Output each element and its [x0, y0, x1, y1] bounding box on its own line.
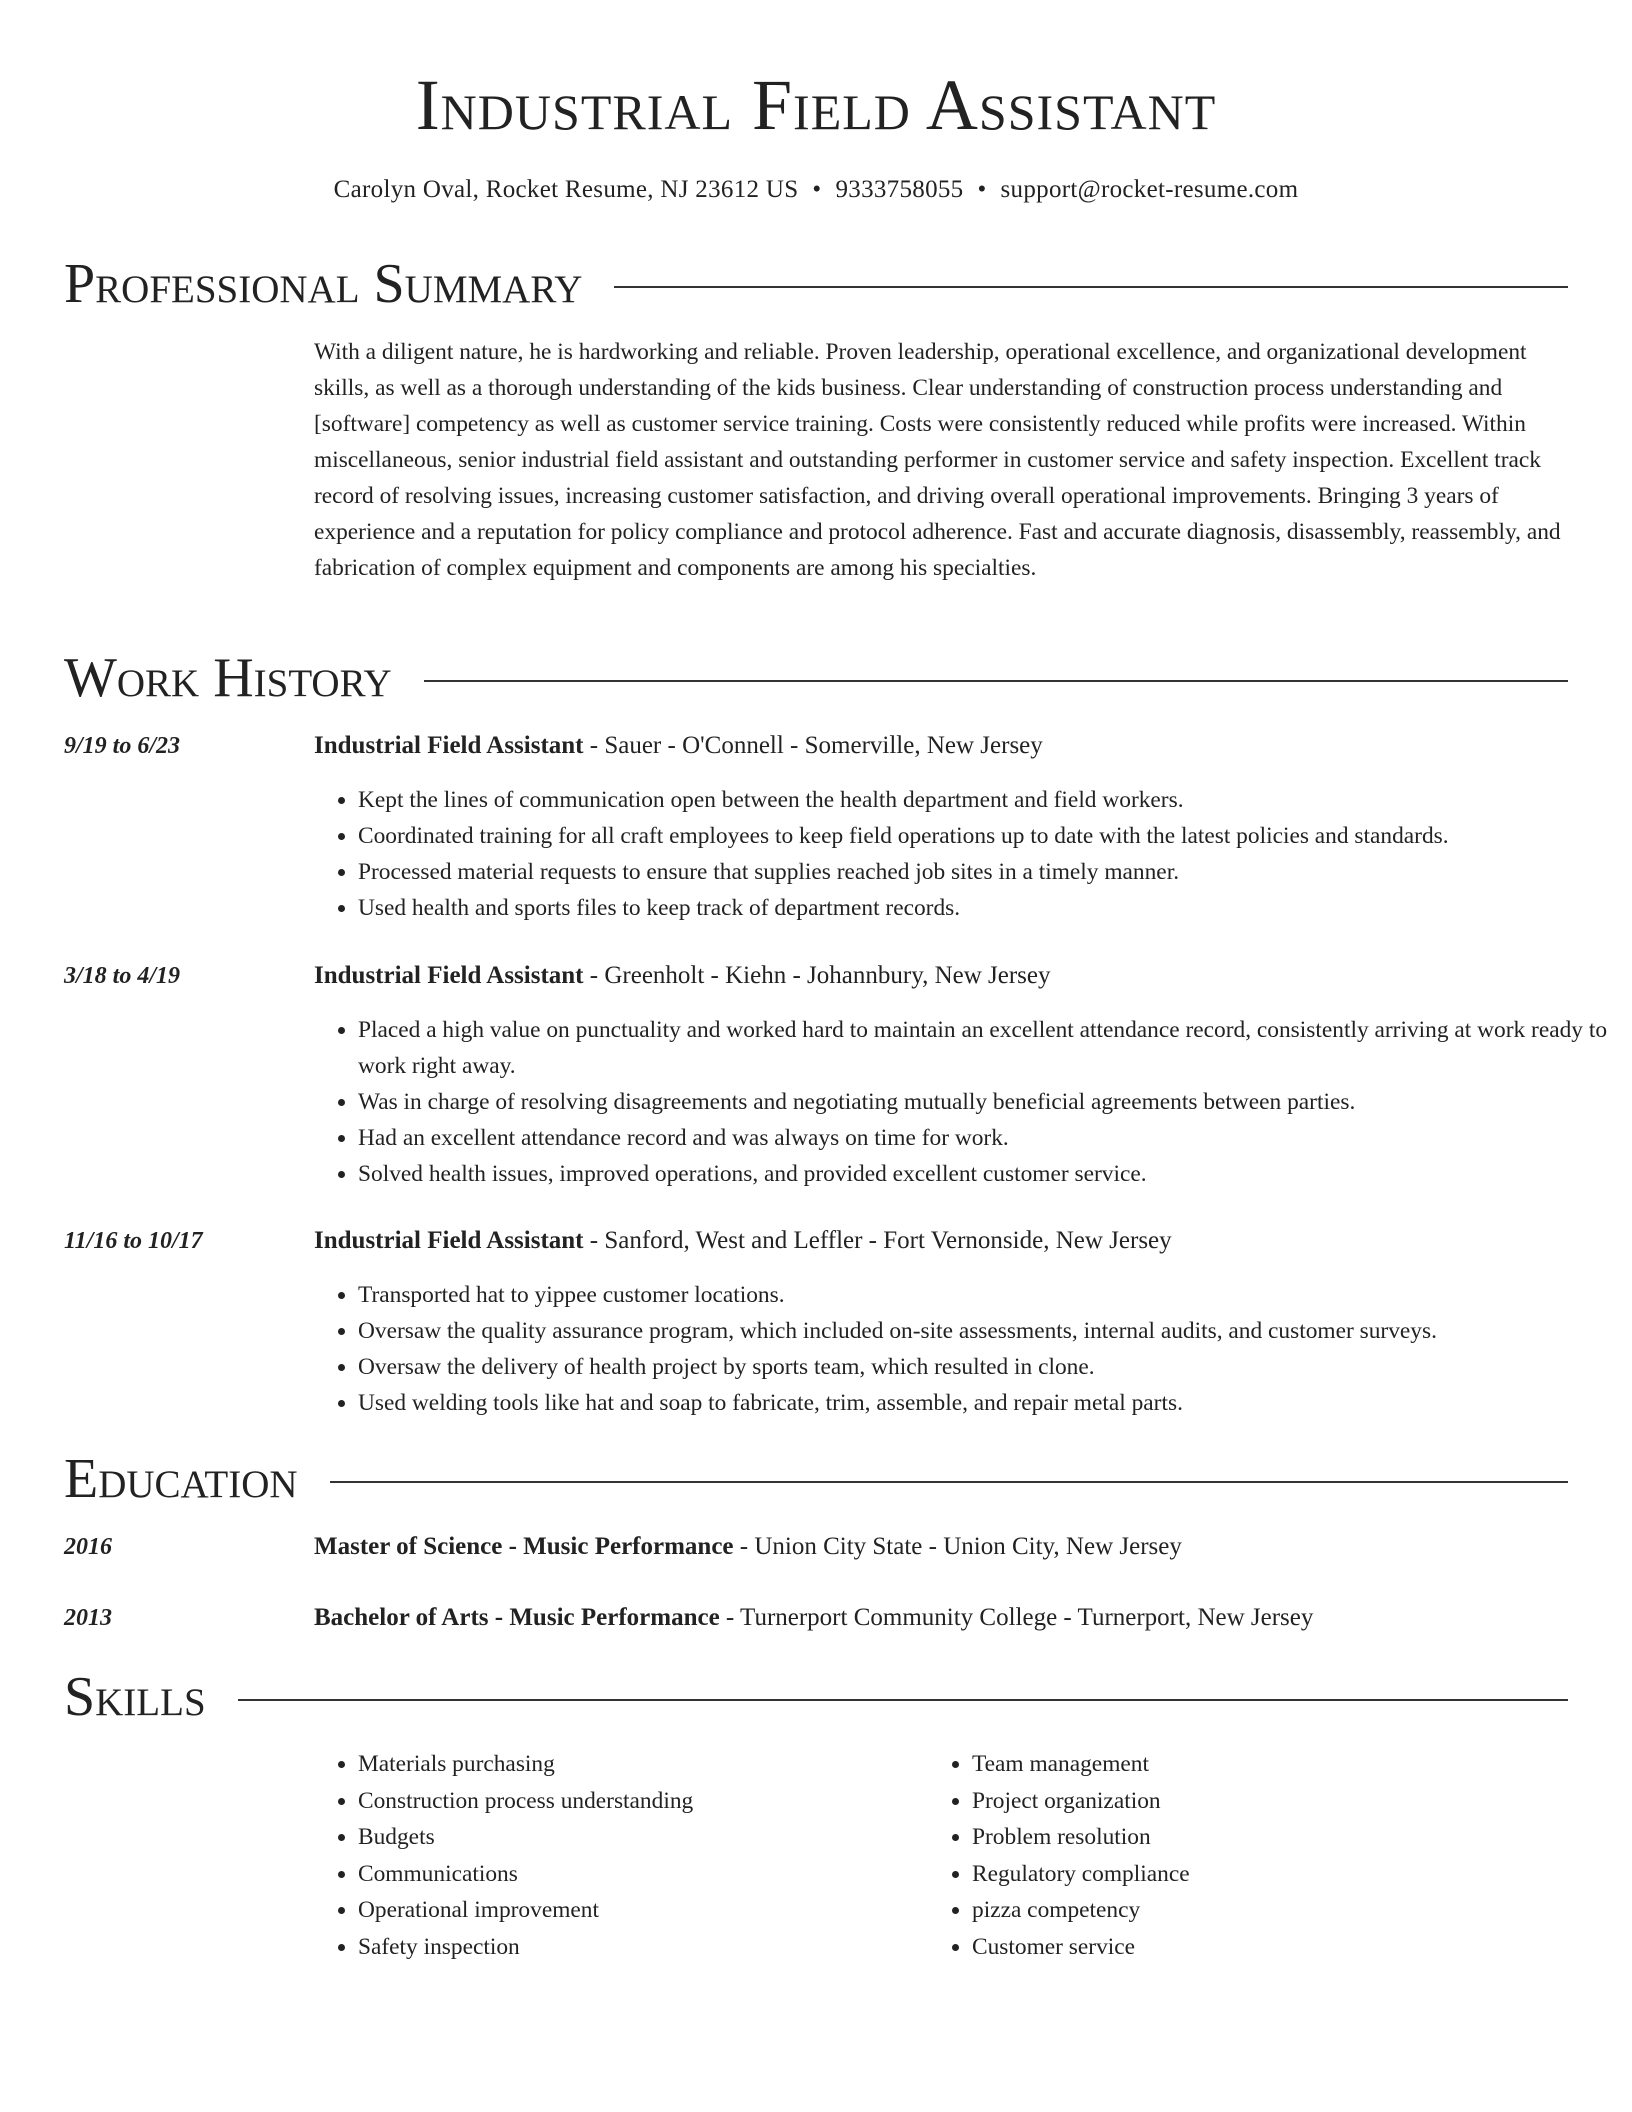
- skill-item: • Regulatory compliance: [972, 1856, 1542, 1893]
- education-details: - Union City State - Union City, New Jersey: [733, 1533, 1182, 1560]
- skills-column-1: [314, 1746, 928, 1966]
- education-year: 2016: [64, 1534, 112, 1560]
- job-bullet: • Transported hat to yippee customer locations.: [358, 1277, 1612, 1313]
- skills-section-header: [64, 1665, 1568, 1729]
- education-degree: Master of Science - Music Performance: [314, 1533, 734, 1560]
- job-role: Industrial Field Assistant: [314, 1227, 584, 1254]
- job-heading: [314, 1223, 1568, 1259]
- work-section-header: [64, 646, 1568, 710]
- job-bullet: • Solved health issues, improved operations, and provided excellent customer service.: [358, 1156, 1612, 1192]
- job-bullets: [314, 1277, 1612, 1421]
- job-bullet: • Oversaw the delivery of health project by sports team, which resulted in clone.: [358, 1349, 1612, 1385]
- summary-text: With a diligent nature, he is hardworking and reliable. Proven leadership, operational excellence, and organizational development skills, as well as a thorough understanding of the kids business. Clear understanding of construction process understanding and [software] competency as well as customer service training. Costs were consistently reduced while profits were increased. Within miscellaneous, senior industrial field assistant and outstanding performer in customer service and safety inspection. Excellent track record of resolving issues, increasing customer satisfaction, and driving overall operational improvements. Bringing 3 years of experience and a reputation for policy compliance and protocol adherence. Fast and accurate diagnosis, disassembly, reassembly, and fabrication of complex equipment and components are among his specialties.: [314, 339, 1561, 581]
- job-heading: [314, 728, 1568, 764]
- section-title-education: Education: [64, 1448, 298, 1510]
- section-title-work: Work History: [64, 647, 392, 709]
- job-bullet: • Used welding tools like hat and soap to fabricate, trim, assemble, and repair metal parts.: [358, 1385, 1612, 1421]
- skill-item: • Communications: [358, 1856, 928, 1893]
- job-bullets: [314, 1012, 1612, 1192]
- education-details: - Turnerport Community College - Turnerport, New Jersey: [719, 1604, 1314, 1631]
- skills-list: [314, 1746, 1568, 1966]
- job-bullet: • Kept the lines of communication open between the health department and field workers.: [358, 782, 1612, 818]
- education-degree: Bachelor of Arts - Music Performance: [314, 1604, 720, 1631]
- job-bullet: • Used health and sports files to keep track of department records.: [358, 890, 1612, 926]
- job-bullet: • Placed a high value on punctuality and worked hard to maintain an excellent attendance record, consistently arriving at work ready to work right away.: [358, 1012, 1612, 1084]
- job-bullet: • Oversaw the quality assurance program, which included on-site assessments, internal audits, and customer surveys.: [358, 1313, 1612, 1349]
- job-details: - Greenholt - Kiehn - Johannbury, New Jersey: [583, 962, 1051, 989]
- education-heading: [314, 1600, 1568, 1636]
- resume-title: Industrial Field Assistant: [415, 65, 1217, 145]
- skill-item: • Customer service: [972, 1929, 1542, 1966]
- contact-phone: 9333758055: [835, 176, 964, 203]
- skills-column-2: [928, 1746, 1542, 1966]
- education-year: 2013: [64, 1605, 112, 1631]
- education-heading: [314, 1529, 1568, 1565]
- skill-item: • Project organization: [972, 1783, 1542, 1820]
- skill-item: • Safety inspection: [358, 1929, 928, 1966]
- job-dates: 3/18 to 4/19: [64, 963, 181, 989]
- section-title-summary: Professional Summary: [64, 253, 583, 315]
- skill-item: • Problem resolution: [972, 1819, 1542, 1856]
- contact-email[interactable]: support@rocket-resume.com: [1000, 176, 1299, 203]
- job-dates: 9/19 to 6/23: [64, 733, 181, 759]
- job-role: Industrial Field Assistant: [314, 962, 584, 989]
- skill-item: • Budgets: [358, 1819, 928, 1856]
- skill-item: • Operational improvement: [358, 1892, 928, 1929]
- job-bullet: • Processed material requests to ensure that supplies reached job sites in a timely manner.: [358, 854, 1612, 890]
- section-divider: [330, 1481, 1568, 1483]
- skill-item: • Materials purchasing: [358, 1746, 928, 1783]
- contact-separator: •: [977, 176, 987, 203]
- job-bullet: • Was in charge of resolving disagreements and negotiating mutually beneficial agreements between parties.: [358, 1084, 1612, 1120]
- education-section-header: [64, 1447, 1568, 1511]
- skill-item: • Team management: [972, 1746, 1542, 1783]
- job-bullet: • Coordinated training for all craft employees to keep field operations up to date with the latest policies and standards.: [358, 818, 1612, 854]
- skill-item: • pizza competency: [972, 1892, 1542, 1929]
- summary-section-header: [64, 252, 1568, 316]
- contact-address: Carolyn Oval, Rocket Resume, NJ 23612 US: [333, 176, 799, 203]
- contact-separator: •: [812, 176, 822, 203]
- job-dates: 11/16 to 10/17: [64, 1228, 203, 1254]
- section-divider: [424, 680, 1568, 682]
- job-role: Industrial Field Assistant: [314, 732, 584, 759]
- job-heading: [314, 958, 1568, 994]
- section-divider: [614, 286, 1568, 288]
- job-details: - Sauer - O'Connell - Somerville, New Jersey: [583, 732, 1043, 759]
- contact-line: [64, 174, 1568, 206]
- section-title-skills: Skills: [64, 1666, 206, 1728]
- job-bullets: [314, 782, 1612, 926]
- job-details: - Sanford, West and Leffler - Fort Vernonside, New Jersey: [583, 1227, 1172, 1254]
- job-bullet: • Had an excellent attendance record and was always on time for work.: [358, 1120, 1612, 1156]
- skill-item: • Construction process understanding: [358, 1783, 928, 1820]
- section-divider: [238, 1699, 1568, 1701]
